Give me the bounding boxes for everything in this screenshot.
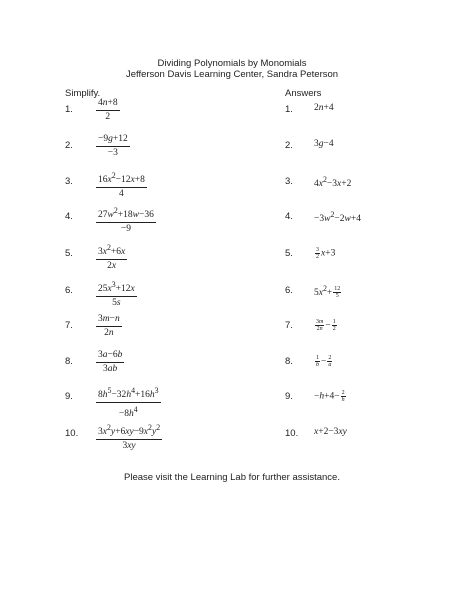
problem-denominator: 3xy xyxy=(122,441,136,452)
problem-denominator: 4 xyxy=(119,189,124,200)
simplify-heading: Simplify. xyxy=(65,88,101,99)
answer-number: 5. xyxy=(285,248,293,259)
answer-expression: −h+4− $\frac{2}{h}$ xyxy=(314,390,345,403)
problem-number: 5. xyxy=(65,248,73,259)
problem-denominator: $-8h^4$ xyxy=(118,405,138,420)
problem-numerator: $8h^5-32h^4+16h^3$ xyxy=(96,385,161,403)
problem-numerator: $16x^2-12x+8$ xyxy=(96,170,147,188)
answer-number: 9. xyxy=(285,391,293,402)
answer-expression: 3g−4 xyxy=(314,139,334,149)
problem-expression xyxy=(96,242,127,272)
problem-numerator: −9g+12 xyxy=(96,134,130,147)
answer-number: 7. xyxy=(285,320,293,331)
problem-expression xyxy=(96,134,130,159)
answer-number: 8. xyxy=(285,356,293,367)
problem-number: 10. xyxy=(65,428,79,439)
problem-number: 8. xyxy=(65,356,73,367)
problem-expression xyxy=(96,170,147,200)
answer-expression: $5x^2+$ $\frac{12}{5}$ xyxy=(314,284,341,300)
answers-heading: Answers xyxy=(285,88,322,99)
problem-numerator: 4n+8 xyxy=(96,98,120,111)
answer-expression: 2n+4 xyxy=(314,103,334,113)
problem-denominator: 3ab xyxy=(103,364,118,374)
title-line-2: Jefferson Davis Learning Center, Sandra Peterson xyxy=(125,69,339,80)
footer-note: Please visit the Learning Lab for further assistance. xyxy=(124,472,340,483)
answer-number: 1. xyxy=(285,104,293,115)
problem-number: 1. xyxy=(65,104,73,115)
answer-number: 2. xyxy=(285,140,293,151)
answer-expression: $4x^2-3x+2$ xyxy=(314,175,352,190)
problem-expression xyxy=(96,98,120,123)
answer-number: 10. xyxy=(285,428,299,439)
problem-numerator: $25x^3+12x$ xyxy=(96,279,137,297)
problem-number: 3. xyxy=(65,176,73,187)
problem-numerator: $3x^2y+6xy-9x^2y^2$ xyxy=(96,422,162,440)
answer-expression: x+2−3xy xyxy=(314,427,347,437)
problem-denominator: −3 xyxy=(107,148,118,158)
problem-number: 9. xyxy=(65,391,73,402)
problem-numerator: 3a−6b xyxy=(96,350,124,363)
problem-denominator: 2 xyxy=(105,112,111,122)
problem-number: 4. xyxy=(65,211,73,222)
answer-number: 3. xyxy=(285,176,293,187)
problem-denominator: 2n xyxy=(104,328,114,338)
problem-denominator: 5s xyxy=(112,298,121,309)
answer-expression: $\frac{3m}{2n}$ − $\frac{1}{2}$ xyxy=(316,319,336,332)
problem-expression xyxy=(96,314,122,339)
problem-denominator: 2x xyxy=(107,261,117,272)
problem-numerator: $27w^2+18w-36$ xyxy=(96,205,156,223)
problem-number: 6. xyxy=(65,285,73,296)
answer-number: 6. xyxy=(285,285,293,296)
answer-number: 4. xyxy=(285,211,293,222)
problem-numerator: $3x^2+6x$ xyxy=(96,242,127,260)
problem-number: 7. xyxy=(65,320,73,331)
problem-expression xyxy=(96,279,137,309)
title-line-1: Dividing Polynomials by Monomials xyxy=(157,58,307,69)
problem-denominator: −9 xyxy=(120,224,131,235)
problem-expression xyxy=(96,385,161,420)
problem-number: 2. xyxy=(65,140,73,151)
problem-expression xyxy=(96,205,156,235)
worksheet-title xyxy=(0,58,464,80)
problem-expression xyxy=(96,422,162,452)
answer-expression: $\frac{1}{b}$ − $\frac{2}{a}$ xyxy=(316,355,332,368)
problem-expression xyxy=(96,350,124,375)
problem-numerator: 3m−n xyxy=(96,314,122,327)
answer-expression: $\frac{3}{2}$ x+3 xyxy=(316,247,336,260)
answer-expression: $-3w^2-2w+4$ xyxy=(314,210,361,225)
